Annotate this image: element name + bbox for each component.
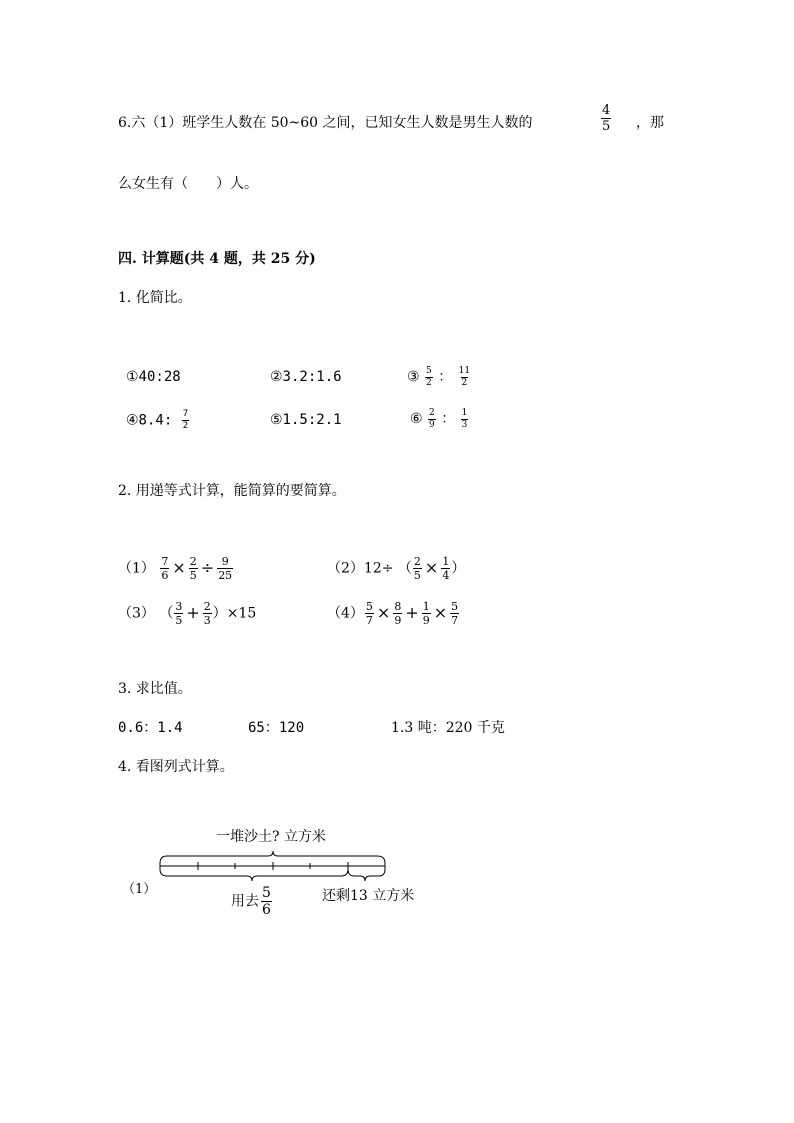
question-6-line1 — [118, 112, 533, 132]
p2-e1-f1n: 7 — [161, 555, 169, 568]
p2-e2-f1n: 2 — [413, 555, 421, 568]
p2-e2-lp: （ — [397, 560, 412, 577]
p1-item-1: ①40:28 — [126, 369, 181, 385]
p1-i3-b-den: 2 — [461, 377, 468, 388]
q6-frac-num: 4 — [602, 103, 611, 118]
q6-line2: 么女生有（ ）人。 — [118, 176, 258, 192]
p2-e3-label: （3） — [118, 605, 155, 622]
p2-e3-f2n: 2 — [203, 600, 211, 613]
p2-expr-1 — [118, 556, 234, 581]
p1-item-3 — [407, 366, 472, 388]
p3-item-2: 65：120 — [248, 720, 305, 736]
p2-e4-op2: + — [405, 602, 419, 622]
used-brace — [160, 869, 348, 881]
p2-e4-f2d: 9 — [394, 614, 402, 627]
p2-e3-rp: ） — [212, 605, 227, 622]
p2-e1-f1d: 6 — [161, 569, 169, 582]
used-label-prefix: 用去 — [231, 893, 259, 910]
p2-e1-op1: × — [172, 557, 186, 577]
p1-item-4-label: ④8.4: — [126, 412, 173, 429]
p2-e4-f3d: 9 — [422, 614, 430, 627]
p2-e1-f2n: 2 — [189, 555, 197, 568]
used-frac-num: 5 — [262, 885, 271, 901]
q6-text-prefix: 6.六（1）班学生人数在 50~60 之间，已知女生人数是男生人数的 — [118, 115, 533, 131]
p2-expr-2 — [327, 556, 465, 581]
p2-expr-4 — [327, 601, 460, 626]
p2-e1-f3d: 25 — [218, 569, 233, 582]
diagram-label: （1） — [122, 882, 157, 897]
p2-e3-f1d: 5 — [175, 614, 183, 627]
p2-e1-f3n: 9 — [221, 555, 229, 568]
p2-e4-op1: × — [376, 602, 391, 622]
remain-label: 还剩13 立方米 — [322, 888, 415, 904]
p2-e4-op3: × — [433, 602, 448, 622]
p2-e4-f4n: 5 — [451, 600, 459, 613]
used-label — [231, 886, 273, 917]
section-title: 四. 计算题(共 4 题，共 25 分) — [118, 251, 316, 267]
p2-e4-f1d: 7 — [365, 614, 373, 627]
p2-e4-f1n: 5 — [365, 600, 373, 613]
top-brace — [160, 851, 385, 863]
p1-item-2: ②3.2:1.6 — [270, 369, 342, 385]
p1-i6-a-num: 2 — [429, 407, 435, 418]
remain-brace — [348, 869, 385, 881]
p1-i4-den: 2 — [182, 421, 189, 431]
p2-e3-post: ×15 — [226, 605, 257, 622]
p1-item-5: ⑤1.5:2.1 — [270, 412, 342, 428]
p1-item-6 — [410, 408, 469, 430]
p2-e3-lp: （ — [159, 605, 174, 622]
p1-i3-sep: ： — [438, 369, 453, 385]
p1-i3-b-num: 11 — [458, 365, 471, 376]
q6-frac-den: 5 — [602, 119, 611, 134]
q6-fraction — [600, 104, 612, 133]
problem-2-title: 2. 用递等式计算，能简算的要简算。 — [118, 483, 346, 499]
p1-item-3-label: ③ — [407, 369, 420, 385]
p2-e2-f1d: 5 — [413, 569, 421, 582]
p2-e2-rp: ） — [451, 560, 466, 577]
diagram-top-label: 一堆沙土? 立方米 — [216, 829, 326, 845]
p2-e2-label: （2） — [327, 560, 364, 577]
p1-i6-b-den: 3 — [461, 419, 468, 430]
used-frac-den: 6 — [262, 902, 271, 918]
p1-i6-sep: ： — [441, 411, 456, 427]
p1-i4-num: 7 — [182, 409, 189, 419]
p2-e4-f3n: 1 — [422, 600, 430, 613]
problem-3-title: 3. 求比值。 — [118, 681, 192, 697]
problem-4-title: 4. 看图列式计算。 — [118, 759, 234, 775]
p1-item-6-label: ⑥ — [410, 411, 423, 427]
p1-i6-a-den: 9 — [429, 419, 435, 430]
p2-e4-label: （4） — [327, 605, 364, 622]
p1-item-4 — [126, 410, 190, 431]
p2-e4-f2n: 8 — [394, 600, 402, 613]
p2-e3-f1n: 3 — [175, 600, 183, 613]
p2-e2-pre: 12÷ — [363, 560, 394, 577]
p2-e1-label: （1） — [118, 560, 155, 577]
q6-text-suffix: ，那 — [636, 115, 664, 131]
p2-e1-f2d: 5 — [189, 569, 197, 582]
p3-item-3: 1.3 吨：220 千克 — [391, 720, 505, 736]
p2-e4-f4d: 7 — [451, 614, 459, 627]
p2-e2-op1: × — [424, 557, 439, 577]
p2-e2-f2d: 4 — [442, 569, 450, 582]
p2-e2-f2n: 1 — [442, 555, 450, 568]
p3-item-1: 0.6：1.4 — [118, 720, 183, 736]
p2-e3-f2d: 3 — [203, 614, 211, 627]
problem-1-title: 1. 化简比。 — [118, 290, 192, 306]
p1-i6-b-num: 1 — [461, 407, 468, 418]
p2-expr-3 — [118, 601, 256, 626]
p1-i3-a-num: 5 — [426, 365, 432, 376]
p2-e3-op1: + — [186, 602, 200, 622]
p1-i3-a-den: 2 — [426, 377, 432, 388]
p2-e1-op2: ÷ — [200, 557, 215, 577]
